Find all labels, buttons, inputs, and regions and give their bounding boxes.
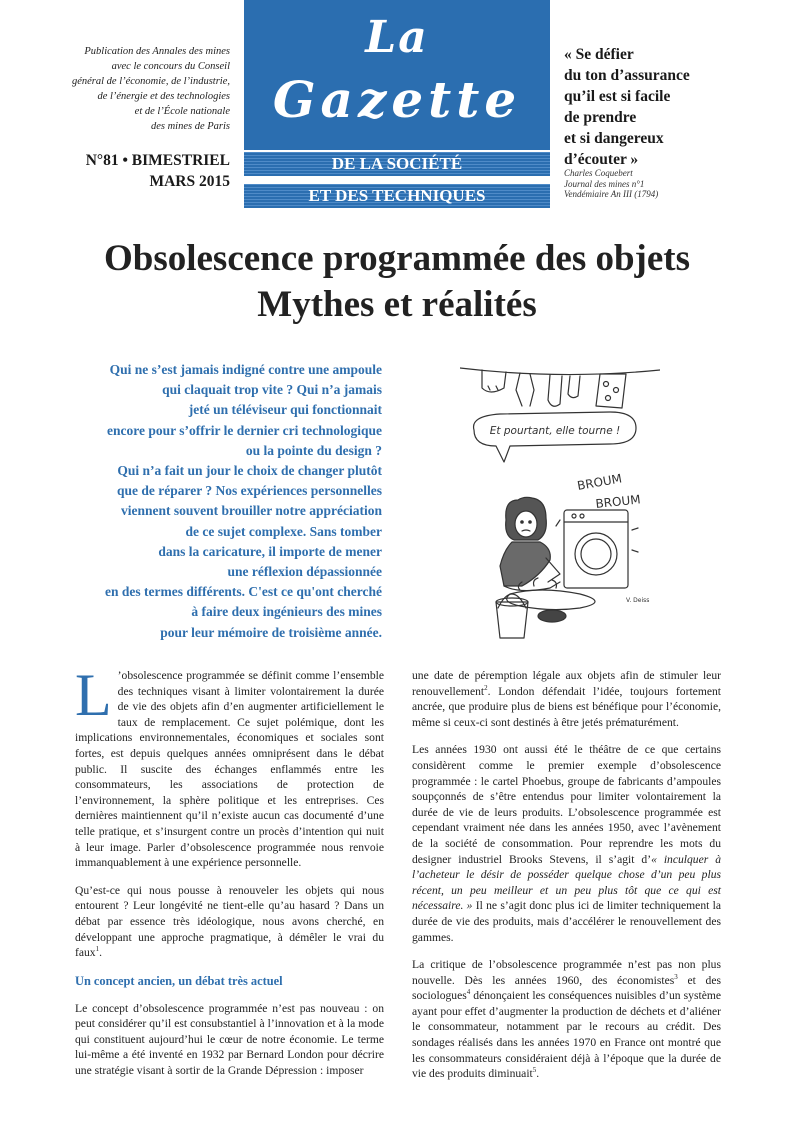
quote-source: Journal des mines n°1 [564,178,645,189]
masthead-band-1: DE LA SOCIÉTÉ [244,152,550,176]
paragraph: Qu’est-ce qui nous pousse à renouveler les objets qui nous entourent ? Leur longévité ne tient-elle qu’au hasard ? Dans un débat par essence très idéologique, nous avons cherché, en développant une approche pragmatique, à démêler le vrai du faux$^1$. [75,883,384,960]
intro-line: que de réparer ? Nos expériences personnelles [117,483,382,499]
paragraph [75,662,384,871]
washing-machine [556,510,638,588]
issue-number: N°81 • BIMESTRIEL [85,152,230,169]
quote-line: d’écouter » [564,151,639,168]
paragraph-text: Il ne s’agit donc plus ici de limiter techniquement la durée de vie des produits, mais d’accélérer le renouvellement des gammes. [412,899,721,944]
article-title [20,236,774,328]
laundry-socks [516,373,534,406]
masthead-word-gazette: Gazette [272,70,522,129]
intro-line: dans la caricature, il importe de mener [158,543,382,559]
paragraph [75,1001,384,1079]
epigraph-quote [564,44,774,170]
publication-line: et de l’École nationale [134,106,230,117]
publication-line: avec le concours du Conseil [111,61,230,72]
quote-line: et si dangereux [564,130,664,147]
masthead-word-la: La [365,12,429,63]
paragraph-text: Les années 1930 ont aussi été le théâtre de ce que certains considèrent comme le premier exemple d’obsolescence programmée : le cartel Phoebus, groupe de fabricants d’ampoules soupçonnés de s’être entendus pour limiter volontairement la durée de vie de leurs produits. L’obsolescence programmée est cependant vraiment née dans les années 1950, avec l’avènement de la société de consommation. Pour reprendre les mots du designer industriel Brooks Stevens, il s’agit d’ [412,743,721,866]
laundry-underwear [482,370,506,392]
paragraph-text: Le concept d’obsolescence programmée n’est pas nouveau : on peut considérer qu’il est consubstantiel à l’innovation et à la mode qui constituent aujourd’hui le cœur de notre économie. Le terme lui-même a été inventé en 1932 par Bernard London pour décrire une stratégie visant à sortir de la Grande Dépression : imposer [75,1001,384,1078]
column-left [75,662,384,1091]
paragraph-text: ’obsolescence programmée se définit comme l’ensemble des techniques visant à limiter volontairement la durée de vie des objets afin d’en augmenter artificiellement le taux de remplacement. Ce sujet polémique, dont les implications environnementales, économiques et sociales sont fortes, est depuis quelques années omniprésent dans le débat public. Il suscite des échanges enflammés entre les consommateurs, les associations de protection de l’environnement, la sphère politique et les entreprises. Ces dernières maintiennent qu’il n’existe aucun cas documenté d’une telle pratique, et s’insurgent contre un procès d’intention qui nuit à leur image. Parler d’obsolescence programmée nous renvoie immanquablement à une expérience personnelle. [75,669,384,870]
intro-line: encore pour s’offrir le dernier cri technologique [107,422,382,438]
intro-line: viennent souvent brouiller notre appréciation [120,503,382,519]
issue-info [40,150,230,192]
paragraph [412,742,721,945]
dropcap: L [75,662,112,728]
quote-source: Vendémiaire An III (1794) [564,189,659,199]
quote-attribution [564,168,774,200]
woman-figure [500,497,560,590]
publication-info [40,44,230,134]
publication-line: Publication des Annales des mines [84,46,230,57]
bucket [496,594,528,638]
quote-line: de prendre [564,109,637,126]
title-line-2: Mythes et réalités [257,284,537,325]
intro-line: ou la pointe du design ? [245,442,382,458]
issue-date: MARS 2015 [149,173,230,190]
footnote-ref: 5 [532,1066,537,1075]
quote-author: Charles Coquebert [564,168,633,178]
laundry-sock-2 [568,376,580,398]
intro-line: qui claquait trop vite ? Qui n’a jamais [162,382,382,398]
section-subtitle: Un concept ancien, un débat très actuel [75,973,283,988]
laundry-sock [548,375,562,406]
paragraph-text: . London défendait l’idée, toujours fortement ancrée, que produire plus de biens est bénéfique pour l’économie, même si ceux-ci sont destinés à être jetés prématurément. [412,684,721,729]
intro-line: Qui n’a fait un jour le choix de changer plutôt [117,463,382,479]
paragraph-text: et des sociologues [412,973,722,1003]
quote-line: qu’il est si facile [564,88,671,105]
intro-line: à faire deux ingénieurs des mines [191,604,382,620]
intro-line: en des termes différents. C'est ce qu'ont cherché [105,584,382,600]
paragraph-text: . [536,1067,540,1081]
footnote-ref: 4 [466,988,471,997]
intro-line: Qui ne s’est jamais indigné contre une ampoule [109,362,382,377]
footnote-ref: 2 [484,683,488,692]
paragraph-text: une date de péremption légale aux objets afin de stimuler leur renouvellement [412,669,721,698]
illustration-signature: V. Deiss [626,597,650,604]
intro-line: jeté un téléviseur qui fonctionnait [188,402,382,418]
speech-bubble [474,412,636,462]
masthead-band-2: ET DES TECHNIQUES [244,184,550,208]
water-puddle [507,590,595,610]
speech-text: Et pourtant, elle tourne ! [489,425,621,437]
clothesline [460,368,660,375]
paragraph [412,957,721,1082]
article-intro [40,360,382,643]
column-right [412,668,721,1094]
paragraph [412,668,721,730]
paragraph-text: La critique de l’obsolescence programmée n’est pas non plus nouvelle. Dès les années 1960, des économistes [412,958,721,987]
stevens-quote: « inculquer à l’acheteur le désir de posséder quelque chose d’un peu plus récent, un peu meilleur et un peu plus tôt que ce qui est nécessaire. » [412,852,721,913]
sound-word-2: BROUM [594,492,642,511]
sponge [538,610,566,622]
intro-line: pour leur mémoire de troisième année. [160,624,382,640]
intro-line: de ce sujet complexe. Sans tomber [185,523,382,539]
quote-line: « Se défier [564,46,634,63]
paragraph-text: dénonçaient les conséquences nuisibles d’un système ayant pour effet d’augmenter la production de déchets et d’aliéner le consommateur, notamment par le recours au crédit. Des sondages réalisés dans les années 1970 en France ont montré que les consommateurs considéraient déjà à l’époque que la durée de vie des produits diminuait [412,989,721,1081]
footnote-ref: 1 [95,945,100,954]
sound-word-1: BROUM [576,471,623,493]
publication-line: des mines de Paris [150,121,230,132]
intro-line: une réflexion dépassionnée [227,564,382,580]
footnote-ref: 3 [674,972,678,981]
quote-line: du ton d’assurance [564,67,690,84]
publication-line: général de l’économie, de l’industrie, [71,76,230,87]
cartoon-illustration [460,350,660,650]
title-line-1: Obsolescence programmée des objets [103,238,691,279]
laundry-shirt [596,374,626,408]
paragraph-text: Qu’est-ce qui nous pousse à renouveler les objets qui nous entourent ? Leur longévité ne tient-elle qu’au hasard ? Dans un débat par essence très idéologique, nous avons cherché, en développant une approche pragmatique, à démêler le vrai du faux [75,883,384,960]
publication-line: de l’énergie et des technologies [97,91,230,102]
